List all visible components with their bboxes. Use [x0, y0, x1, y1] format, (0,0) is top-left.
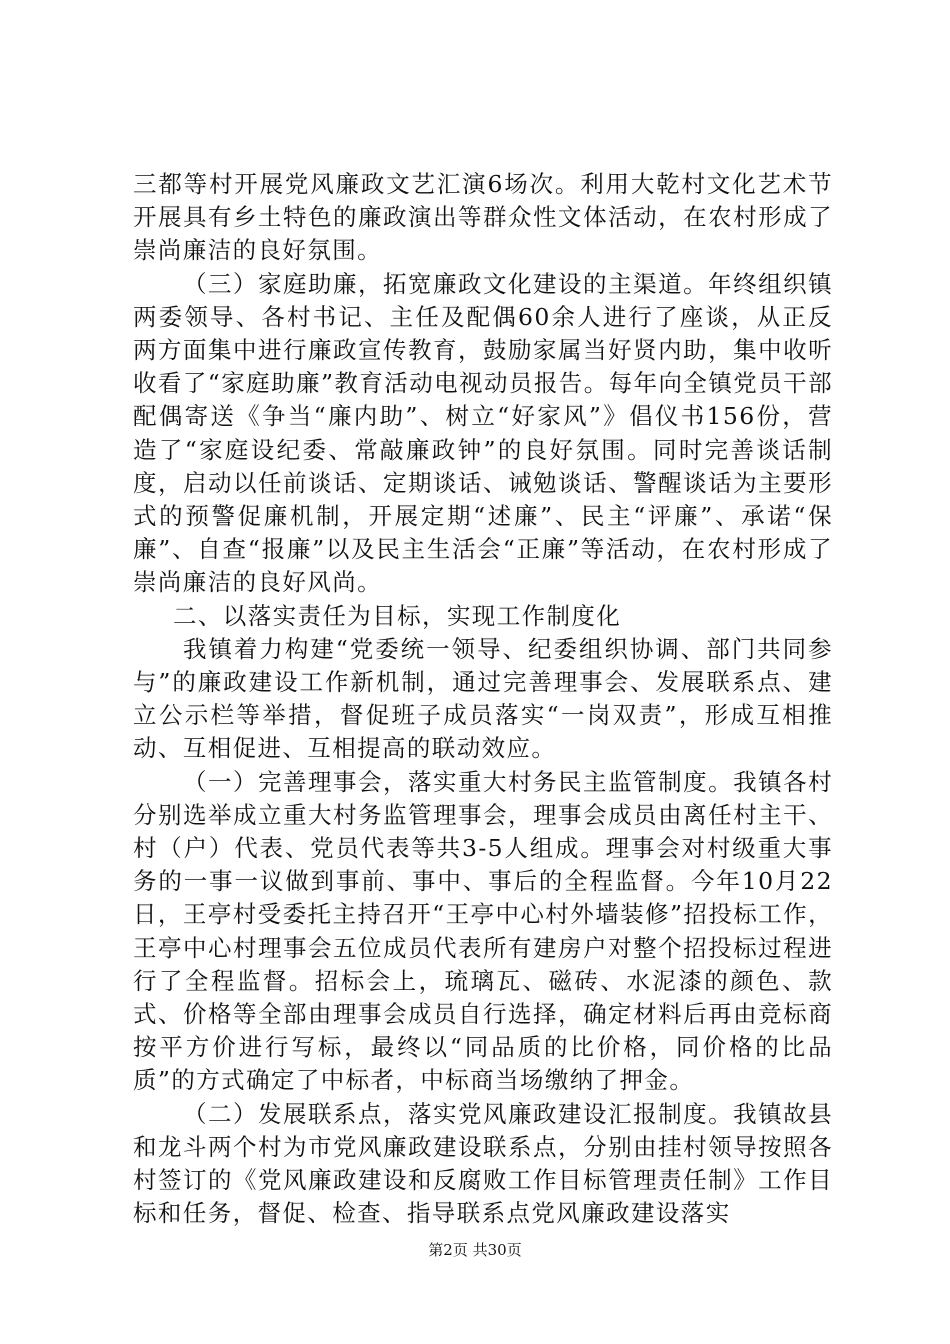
document-body — [133, 168, 833, 1231]
page-footer: 第2页 共30页 — [428, 1241, 522, 1259]
section-heading-responsibility: 二、以落实责任为目标，实现工作制度化 — [173, 601, 622, 630]
paragraph-work-mechanism: 我镇着力构建“党委统一领导、纪委组织协调、部门共同参与”的廉政建设工作新机制，通过完善理事会、发展联系点、建立公示栏等举措，督促班子成员落实“一岗双责”，形成互相推动、互相促进、互相提高的联动效应。 — [133, 634, 833, 763]
paragraph-family-integrity: （三）家庭助廉，拓宽廉政文化建设的主渠道。年终组织镇两委领导、各村书记、主任及配偶60余人进行了座谈，从正反两方面集中进行廉政宣传教育，鼓励家属当好贤内助，集中收听收看了“家庭助廉”教育活动电视动员报告。每年向全镇党员干部配偶寄送《争当“廉内助”、树立“好家风”》倡仪书156份，营造了“家庭设纪委、常敲廉政钟”的良好氛围。同时完善谈话制度，启动以任前谈话、定期谈话、诫勉谈话、警醒谈话为主要形式的预警促廉机制，开展定期“述廉”、民主“评廉”、承诺“保廉”、自查“报廉”以及民主生活会“正廉”等活动，在农村形成了崇尚廉洁的良好风尚。 — [133, 269, 833, 597]
paragraph-council-supervision: （一）完善理事会，落实重大村务民主监管制度。我镇各村分别选举成立重大村务监管理事会，理事会成员由离任村主干、村（户）代表、党员代表等共3-5人组成。理事会对村级重大事务的一事一议做到事前、事中、事后的全程监督。今年10月22日，王亭村受委托主持召开“王亭中心村外墙装修”招投标工作，王亭中心村理事会五位成员代表所有建房户对整个招投标过程进行了全程监督。招标会上，琉璃瓦、磁砖、水泥漆的颜色、款式、价格等全部由理事会成员自行选择，确定材料后再由竞标商按平方价进行写标，最终以“同品质的比价格，同价格的比品质”的方式确定了中标者，中标商当场缴纳了押金。 — [133, 767, 833, 1095]
paragraph-cultural-performances: 三都等村开展党风廉政文艺汇演6场次。利用大乾村文化艺术节开展具有乡土特色的廉政演出等群众性文体活动，在农村形成了崇尚廉洁的良好氛围。 — [133, 170, 833, 265]
paragraph-contact-points: （二）发展联系点，落实党风廉政建设汇报制度。我镇故县和龙斗两个村为市党风廉政建设联系点，分别由挂村领导按照各村签订的《党风廉政建设和反腐败工作目标管理责任制》工作目标和任务，督促、检查、指导联系点党风廉政建设落实 — [133, 1099, 833, 1228]
